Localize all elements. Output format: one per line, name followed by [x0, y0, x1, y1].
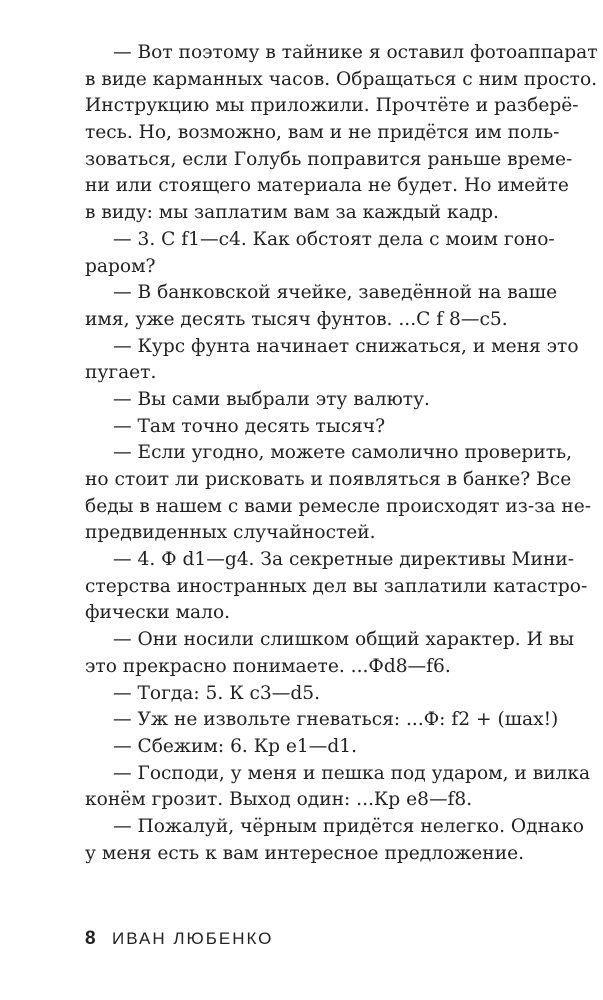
running-head-author: ИВАН ЛЮБЕНКО	[112, 929, 274, 948]
text-line: стерства иностранных дел вы заплатили катастро-	[85, 575, 588, 597]
text-line: имя, уже десять тысяч фунтов. ...С f 8—c5.	[85, 308, 508, 330]
text-line: Инструкцию мы приложили. Прочтёте и разберё-	[85, 95, 579, 117]
text-line: тесь. Но, возможно, вам и не придётся им поль-	[85, 122, 560, 144]
text-line: зоваться, если Голубь поправится раньше време-	[85, 148, 573, 170]
text-line: ни или стоящего материала не будет. Но имейте	[85, 175, 569, 197]
text-line: в виде карманных часов. Обращаться с ним просто.	[85, 68, 598, 90]
text-line: — Там точно десять тысяч?	[113, 415, 386, 437]
text-line: — Пожалуй, чёрным придётся нелегко. Однако	[113, 815, 584, 837]
text-line: — 3. С f1—c4. Как обстоят дела с моим гоно-	[113, 228, 555, 250]
text-line: но стоит ли рисковать и появляться в банке? Все	[85, 469, 572, 490]
text-line: — Тогда: 5. К c3—d5.	[113, 682, 320, 704]
text-line: это прекрасно понимаете. ...Фd8—f6.	[85, 655, 451, 677]
text-line: конём грозит. Выход один: ...Кр e8—f8.	[85, 789, 473, 811]
text-line: — Если угодно, можете самолично проверить,	[113, 442, 573, 464]
text-line: пугает.	[85, 362, 157, 384]
text-line: раром?	[85, 255, 156, 277]
text-line: в виду: мы заплатим вам за каждый кадр.	[85, 202, 499, 224]
text-line: у меня есть к вам интересное предложение.	[85, 842, 525, 864]
page-body	[85, 40, 598, 867]
text-line: фически мало.	[85, 602, 231, 624]
text-line: — В банковской ячейке, заведённой на ваше	[113, 282, 558, 304]
text-line: — 4. Ф d1—g4. За секретные директивы Мини-	[113, 549, 575, 571]
page-footer	[85, 928, 273, 950]
text-line: — Уж не извольте гневаться: ...Ф: f2 + (шах!)	[113, 709, 559, 731]
text-line: — Вы сами выбрали эту валюту.	[113, 388, 430, 410]
text-line: — Курс фунта начинает снижаться, и меня это	[113, 335, 579, 357]
text-line: — Господи, у меня и пешка под ударом, и вилка	[113, 762, 591, 784]
text-line: — Вот поэтому в тайнике я оставил фотоаппарат	[113, 42, 598, 63]
page-number: 8	[85, 928, 96, 949]
text-line: — Они носили слишком общий характер. И вы	[113, 629, 575, 651]
text-line: предвиденных случайностей.	[85, 522, 376, 544]
text-line: — Сбежим: 6. Кр e1—d1.	[113, 735, 357, 757]
text-line: беды в нашем с вами ремесле происходят из-за не-	[85, 495, 592, 517]
